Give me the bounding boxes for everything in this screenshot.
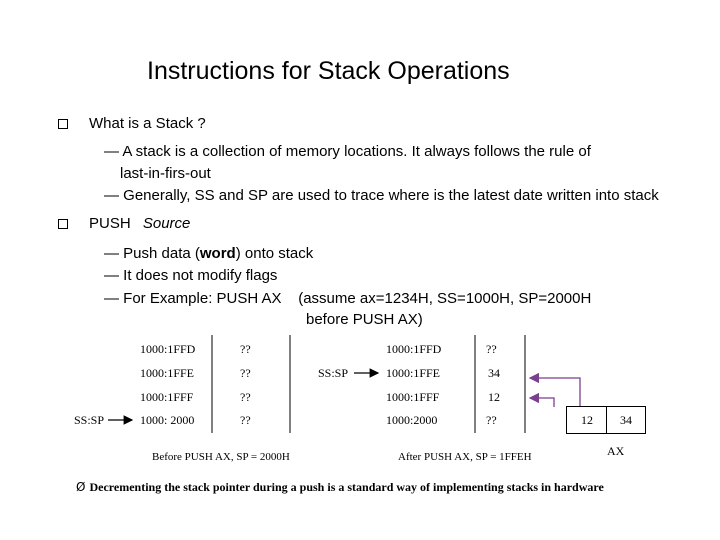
stack-definition-line: — A stack is a collection of memory locations. It always follows the rule of [104,143,591,160]
ax-register [566,406,646,434]
square-bullet-icon [58,219,68,229]
after-addr-0: 1000:1FFD [386,342,442,356]
after-pointer-label: SS:SP [318,366,349,380]
after-val-2: 12 [488,390,500,404]
after-val-0: ?? [486,342,497,356]
after-val-1: 34 [488,366,500,380]
after-caption: After PUSH AX, SP = 1FFEH [398,451,532,463]
after-addr-3: 1000:2000 [386,413,438,427]
bullet-push [89,215,190,232]
before-val-0: ?? [240,342,251,356]
push-desc-bold: word [199,245,236,262]
before-caption: Before PUSH AX, SP = 2000H [152,451,290,463]
stack-definition-line-cont: last-in-firs-out [120,165,211,182]
push-desc-pre: — Push data ( [104,245,200,262]
push-desc-line [104,245,313,262]
push-desc-post: ) onto stack [235,245,314,262]
ax-high-byte: 12 [581,413,593,427]
bullet-what-is-stack: What is a Stack ? [89,115,206,132]
push-example-line-cont: before PUSH AX) [306,311,423,328]
ax-divider [606,407,607,433]
square-bullet-icon [58,119,68,129]
before-pointer-label: SS:SP [74,413,105,427]
push-flags-line: — It does not modify flags [104,267,278,284]
footer-text: Decrementing the stack pointer during a push is a standard way of implementing stacks in hardware [89,480,604,494]
ax-register-label: AX [607,444,625,458]
before-val-1: ?? [240,366,251,380]
after-addr-1: 1000:1FFE [386,366,441,380]
footer-note [76,480,604,495]
before-addr-3: 1000: 2000 [140,413,195,427]
page-title: Instructions for Stack Operations [147,57,510,85]
before-addr-0: 1000:1FFD [140,342,196,356]
push-label: PUSH [89,215,131,232]
after-addr-2: 1000:1FFF [386,390,440,404]
stack-ss-sp-line: — Generally, SS and SP are used to trace where is the latest date written into stack [104,187,659,204]
before-val-3: ?? [240,413,251,427]
push-example-line: — For Example: PUSH AX (assume ax=1234H, SS=1000H, SP=2000H [104,290,592,307]
after-val-3: ?? [486,413,497,427]
before-val-2: ?? [240,390,251,404]
before-addr-2: 1000:1FFF [140,390,194,404]
arrow-bullet-icon: Ø [76,480,86,494]
before-addr-1: 1000:1FFE [140,366,195,380]
ax-low-byte: 34 [620,413,632,427]
push-operand: Source [142,215,191,232]
